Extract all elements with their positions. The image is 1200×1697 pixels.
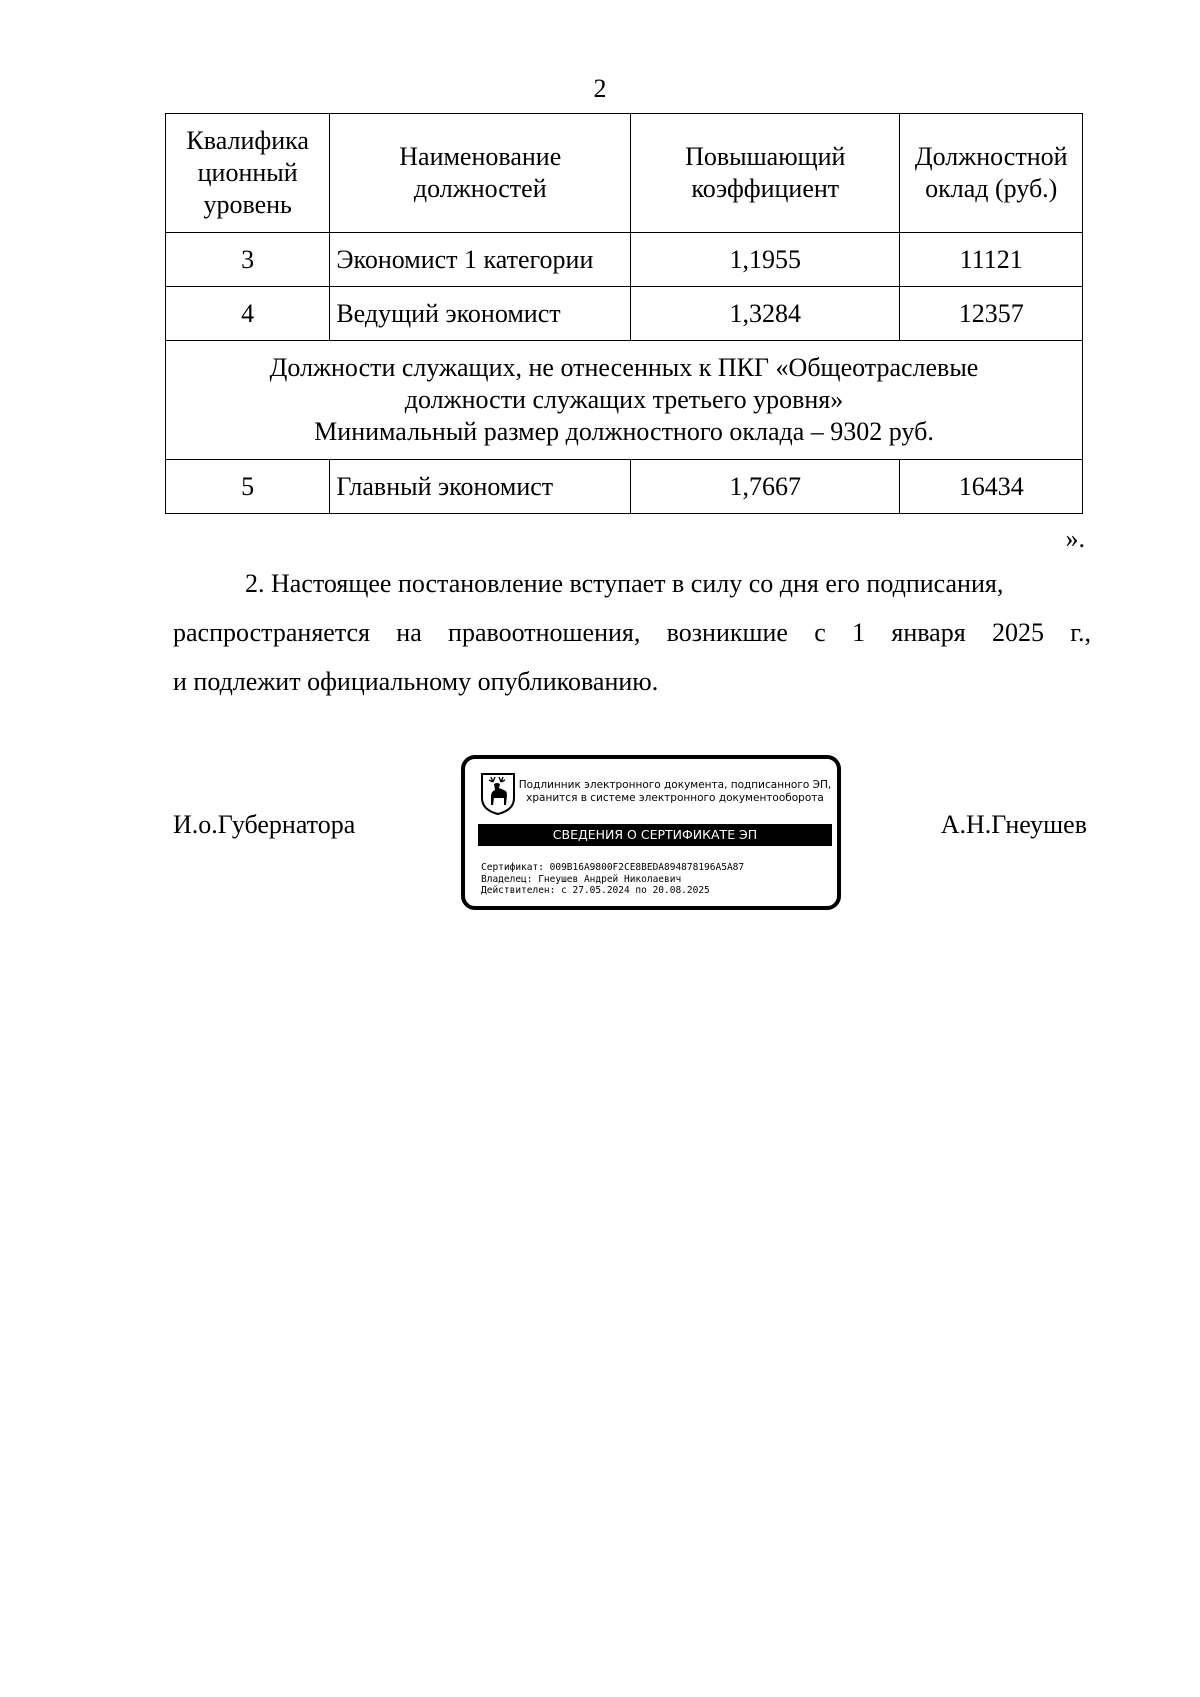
cell-name: Главный экономист xyxy=(330,460,631,514)
header-coefficient: Повышающий коэффициент xyxy=(631,114,900,233)
table-row xyxy=(166,460,1083,514)
paragraph-line-3: и подлежит официальному опубликованию. xyxy=(173,667,659,696)
stamp-header: СВЕДЕНИЯ О СЕРТИФИКАТЕ ЭП xyxy=(478,824,832,846)
section-heading: Должности служащих, не отнесенных к ПКГ «Общеотраслевые должности служащих третьего уровня» Минимальный размер должностного оклада – 9302 руб. xyxy=(166,341,1083,460)
cell-level: 5 xyxy=(166,460,330,514)
stamp-notice: Подлинник электронного документа, подписанного ЭП, хранится в системе электронного документооборота xyxy=(518,779,832,804)
header-position-name: Наименование должностей xyxy=(330,114,631,233)
cell-coefficient: 1,7667 xyxy=(631,460,900,514)
salary-table xyxy=(165,113,1083,514)
table-header-row xyxy=(166,114,1083,233)
paragraph-line-1: 2. Настоящее постановление вступает в силу со дня его подписания, xyxy=(245,569,1004,598)
certificate-owner: Владелец: Гнеушев Андрей Николаевич xyxy=(481,873,682,885)
header-qual-level: Квалифика ционный уровень xyxy=(166,114,330,233)
paragraph-line-2: распространяется на правоотношения, возникшие с 1 января 2025 г., xyxy=(173,618,1091,647)
cell-name: Экономист 1 категории xyxy=(330,233,631,287)
certificate-number: Сертификат: 009B16A9800F2CE8BEDA894878196A5A87 xyxy=(481,862,745,873)
cell-coefficient: 1,3284 xyxy=(631,287,900,341)
header-salary: Должностной оклад (руб.) xyxy=(900,114,1083,233)
signatory-name: А.Н.Гнеушев xyxy=(940,810,1087,839)
digital-signature-stamp xyxy=(461,755,841,910)
stamp-details xyxy=(481,862,744,897)
table-row xyxy=(166,287,1083,341)
cell-coefficient: 1,1955 xyxy=(631,233,900,287)
signatory-title: И.о.Губернатора xyxy=(173,810,356,839)
section-row xyxy=(166,341,1083,460)
cell-salary: 16434 xyxy=(900,460,1083,514)
cell-level: 4 xyxy=(166,287,330,341)
cell-level: 3 xyxy=(166,233,330,287)
closing-quote: ». xyxy=(1065,524,1085,553)
table-row xyxy=(166,233,1083,287)
certificate-validity: Действителен: с 27.05.2024 по 20.08.2025 xyxy=(481,885,710,896)
cell-salary: 11121 xyxy=(900,233,1083,287)
deer-coat-of-arms-icon xyxy=(480,772,516,815)
cell-salary: 12357 xyxy=(900,287,1083,341)
cell-name: Ведущий экономист xyxy=(330,287,631,341)
page-number: 2 xyxy=(593,74,607,103)
